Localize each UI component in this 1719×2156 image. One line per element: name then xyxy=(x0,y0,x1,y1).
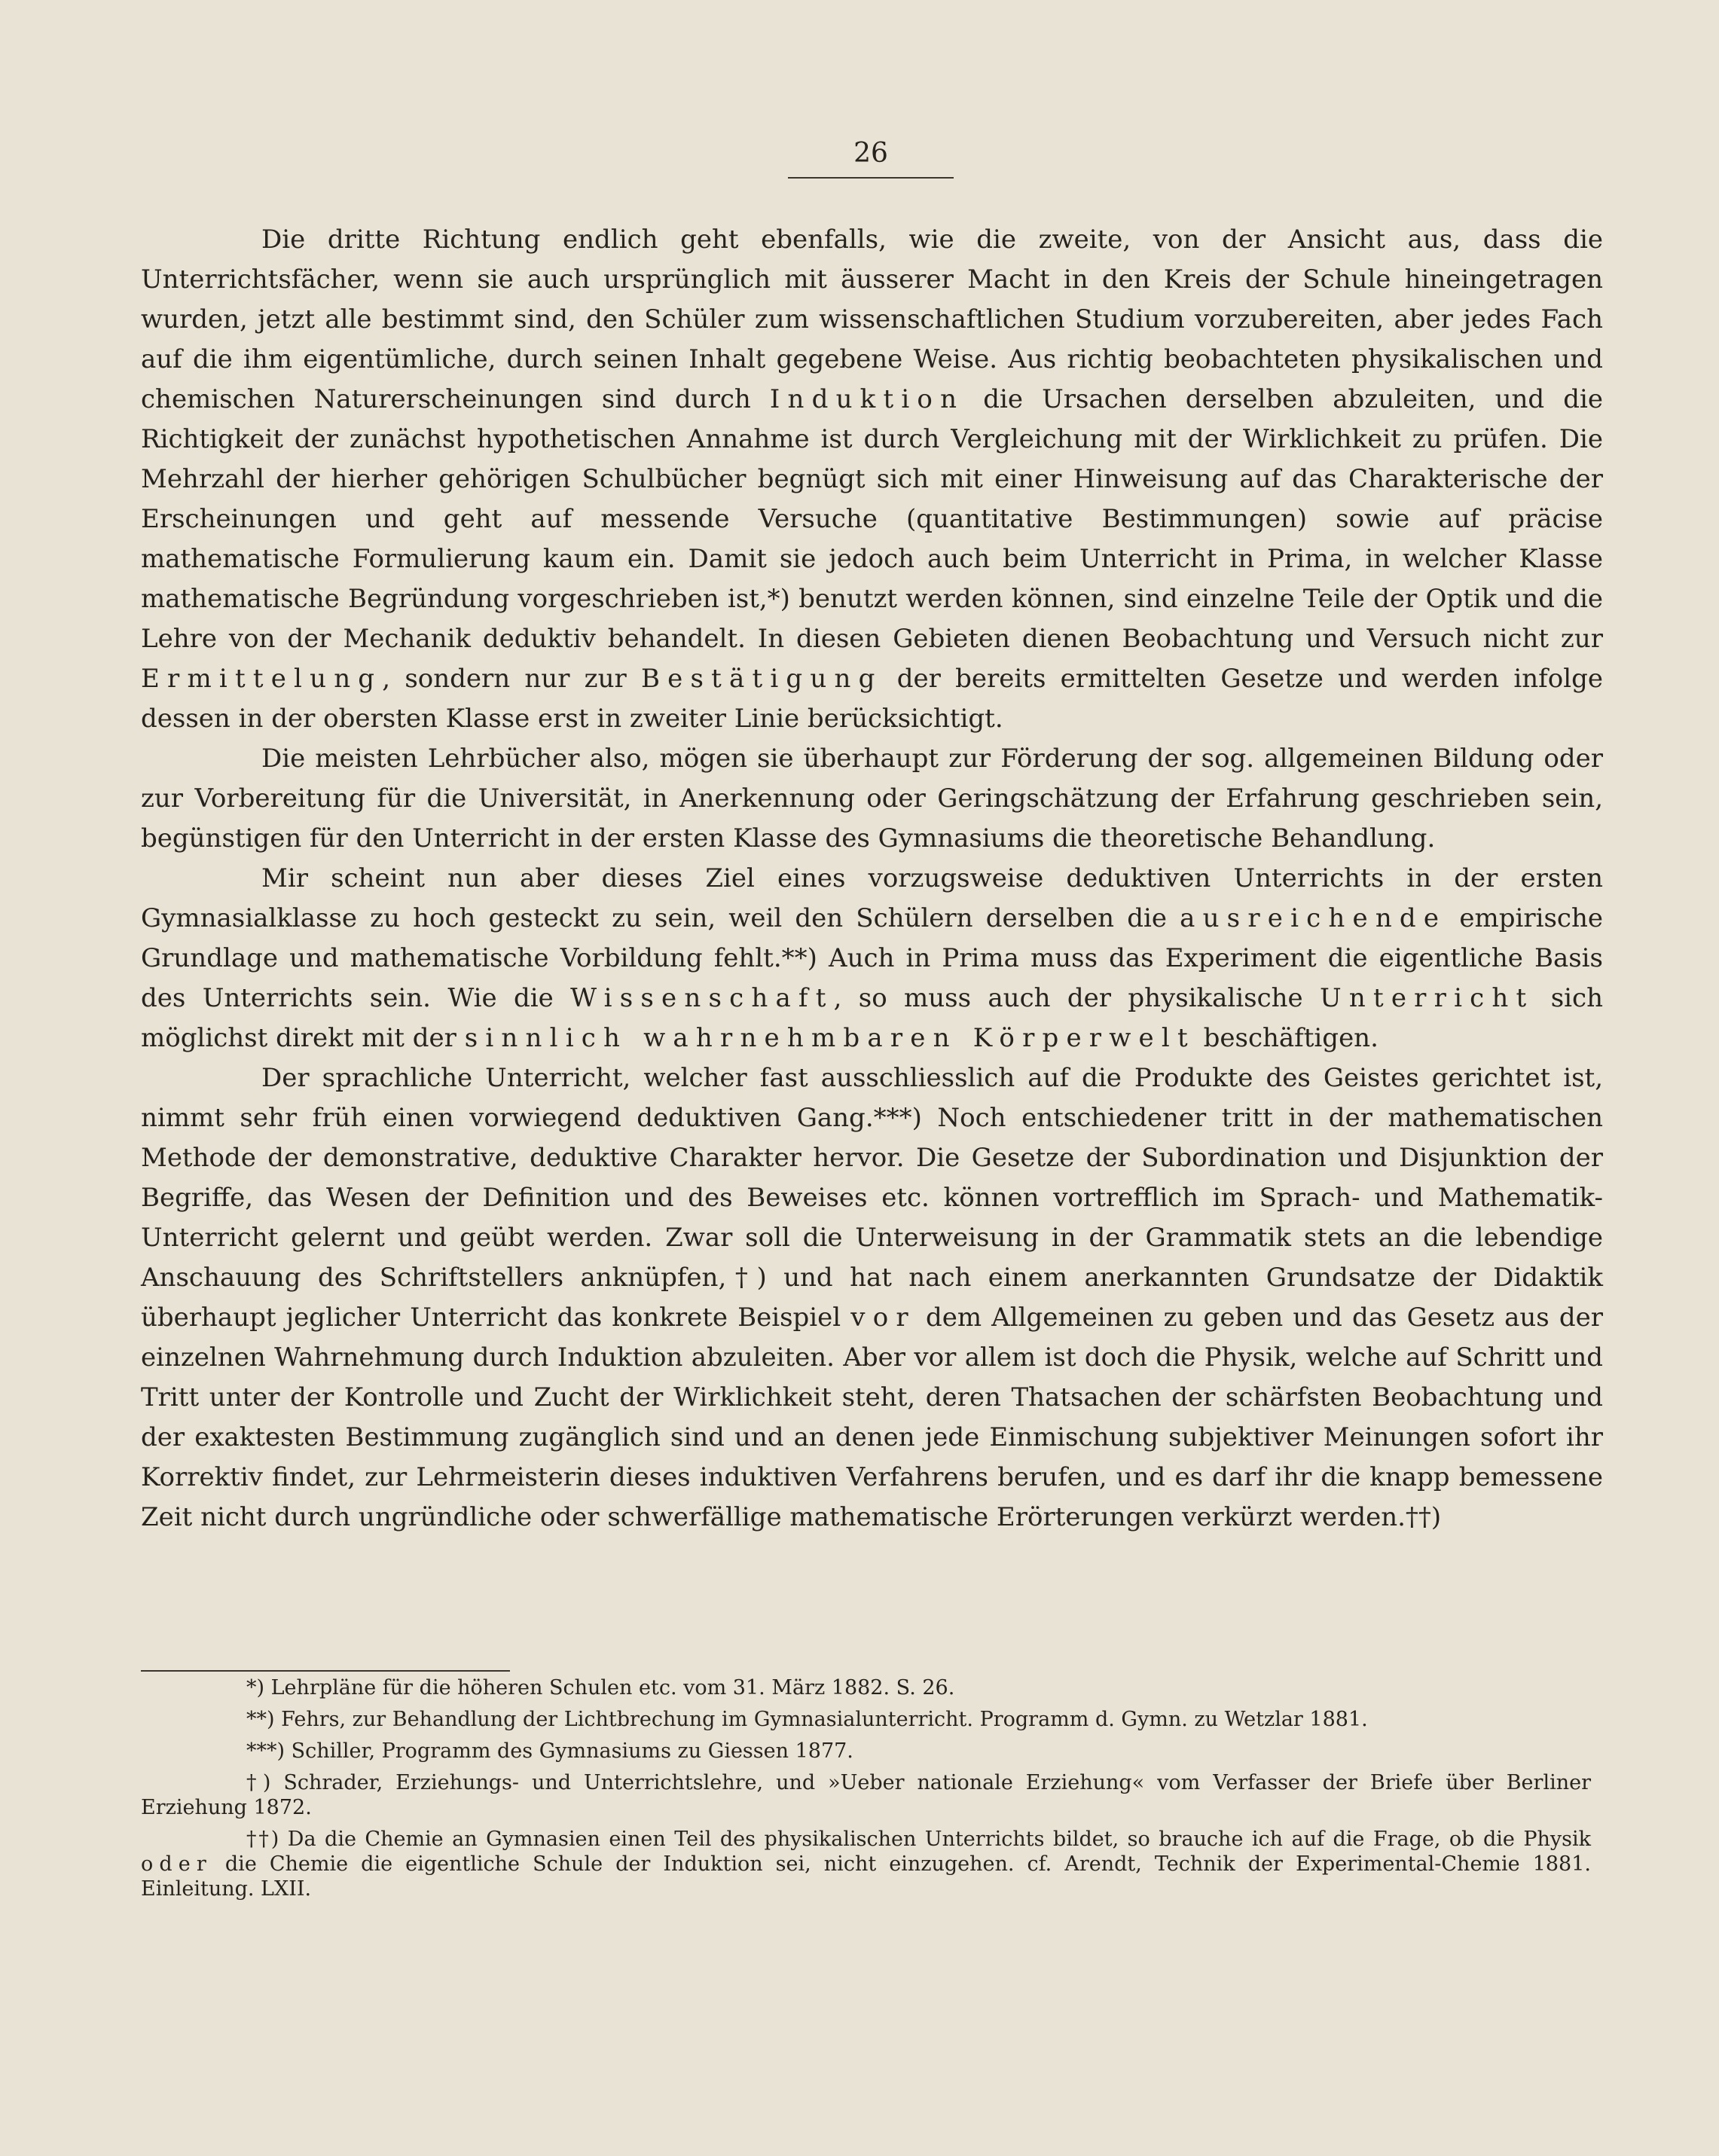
emphasis-bestaetigung: Bestätigung xyxy=(640,664,883,694)
text-run: sich möglichst direkt mit der xyxy=(141,983,1603,1053)
emphasis-induktion: Induktion xyxy=(769,384,965,414)
text-run: , sondern nur zur xyxy=(382,664,641,694)
paragraph-1 xyxy=(141,220,1603,739)
emphasis-wissenschaft: Wissenschaft xyxy=(570,983,834,1013)
emphasis-koerperwelt: sinnlich wahrnehmbaren Körperwelt xyxy=(464,1023,1195,1053)
emphasis-ermittelung: Ermittelung xyxy=(141,664,383,694)
footnote-text: die Chemie die eigentliche Schule der Induktion sei, nicht einzugehen. cf. Arendt, Technik der Experimental-Chemie 1881. Einleitung. LXII. xyxy=(141,1852,1591,1901)
text-run: Mir scheint nun aber dieses Ziel eines vorzugsweise deduktiven Unterrichts in der ersten Gymnasialklasse zu hoch gesteckt zu sein, weil den Schülern derselben die xyxy=(141,863,1603,933)
text-run: Der sprachliche Unterricht, welcher fast ausschliesslich auf die Produkte des Geistes gerichtet ist, nimmt sehr früh einen vorwiegend deduktiven Gang.***) Noch entschiedener tritt in der mathematischen Methode der demonstrative, deduktive Charakter hervor. Die Gesetze der Subordination und Disjunktion der Begriffe, das Wesen der Definition und des Beweises etc. können vortrefflich im Sprach- und Mathematik-Unterricht gelernt und geübt werden. Zwar soll die Unterweisung in der Grammatik stets an die lebendige Anschauung des Schriftstellers anknüpfen,†) und hat nach einem anerkannten Grundsatze der Didaktik überhaupt jeglicher Unterricht das konkrete Beispiel xyxy=(141,1063,1603,1333)
footnote-rule xyxy=(141,1670,510,1672)
footnote-text: **) Fehrs, zur Behandlung der Lichtbrechung im Gymnasialunterricht. Programm d. Gymn. zu Wetzlar 1881. xyxy=(246,1708,1368,1731)
text-run: beschäftigen. xyxy=(1195,1023,1379,1053)
footnote-text: †) Schrader, Erziehungs- und Unterrichtslehre, und »Ueber nationale Erziehung« vom Verfasser der Briefe über Berliner Erziehung 1872. xyxy=(141,1771,1591,1819)
text-run: der bereits ermittelten Gesetze und werden infolge dessen in der obersten Klasse erst in zweiter Linie berücksichtigt. xyxy=(141,664,1603,734)
text-run: Die meisten Lehrbücher also, mögen sie überhaupt zur Förderung der sog. allgemeinen Bildung oder zur Vorbereitung für die Universität, in Anerkennung oder Geringschätzung der Erfahrung geschrieben sein, begünstigen für den Unterricht in der ersten Klasse des Gymnasiums die theoretische Behandlung. xyxy=(141,744,1603,854)
paragraph-2 xyxy=(141,739,1603,859)
footnote-2 xyxy=(141,1707,1591,1732)
footnote-text: *) Lehrpläne für die höheren Schulen etc. vom 31. März 1882. S. 26. xyxy=(246,1676,955,1699)
page-number-rule xyxy=(788,177,954,179)
text-run: Die dritte Richtung endlich geht ebenfalls, wie die zweite, von der Ansicht aus, dass die Unterrichtsfächer, wenn sie auch ursprünglich mit äusserer Macht in den Kreis der Schule hineingetragen wurden, jetzt alle bestimmt sind, den Schüler zum wissenschaftlichen Studium vorzubereiten, aber jedes Fach auf die ihm eigentümliche, durch seinen Inhalt gegebene Weise. Aus richtig beobachteten physikalischen und chemischen Naturerscheinungen sind durch xyxy=(141,224,1603,414)
paragraph-4 xyxy=(141,1058,1603,1538)
footnote-text: ***) Schiller, Programm des Gymnasiums zu Giessen 1877. xyxy=(246,1739,853,1763)
footnote-5 xyxy=(141,1827,1591,1901)
footnotes xyxy=(141,1675,1591,1908)
emphasis-unterricht: Unterricht xyxy=(1320,983,1534,1013)
paragraph-3 xyxy=(141,859,1603,1058)
body-text xyxy=(141,220,1603,1538)
page-number: 26 xyxy=(853,138,888,169)
footnote-4 xyxy=(141,1770,1591,1820)
text-run: , so muss auch der physikalische xyxy=(833,983,1321,1013)
text-run: die Ursachen derselben abzuleiten, und die Richtigkeit der zunächst hypothetischen Annahme ist durch Vergleichung mit der Wirklichkeit zu prüfen. Die Mehrzahl der hierher gehörigen Schulbücher begnügt sich mit einer Hinweisung auf das Charakterische der Erscheinungen und geht auf messende Versuche (quantitative Bestimmungen) sowie auf präcise mathematische Formulierung kaum ein. Damit sie jedoch auch beim Unterricht in Prima, in welcher Klasse mathematische Begründung vorgeschrieben ist,*) benutzt werden können, sind einzelne Teile der Optik und die Lehre von der Mechanik deduktiv behandelt. In diesen Gebieten dienen Beobachtung und Versuch nicht zur xyxy=(141,384,1603,654)
text-run: empirische Grundlage und mathematische Vorbildung fehlt.**) Auch in Prima muss das Experiment die eigentliche Basis des Unterrichts sein. Wie die xyxy=(141,903,1603,1013)
emphasis-vor: vor xyxy=(850,1302,916,1333)
text-run: dem Allgemeinen zu geben und das Gesetz aus der einzelnen Wahrnehmung durch Induktion abzuleiten. Aber vor allem ist doch die Physik, welche auf Schritt und Tritt unter der Kontrolle und Zucht der Wirklichkeit steht, deren Thatsachen der schärfsten Beobachtung und der exaktesten Bestimmung zugänglich sind und an denen jede Einmischung subjektiver Meinungen sofort ihr Korrektiv findet, zur Lehrmeisterin dieses induktiven Verfahrens berufen, und es darf ihr die knapp bemessene Zeit nicht durch ungründliche oder schwerfällige mathematische Erörterungen verkürzt werden.††) xyxy=(141,1302,1604,1532)
footnote-3 xyxy=(141,1739,1591,1764)
footnote-1 xyxy=(141,1675,1591,1700)
footnote-text: ††) Da die Chemie an Gymnasien einen Teil des physikalischen Unterrichts bildet, so brauche ich auf die Frage, ob die Physik xyxy=(246,1828,1591,1851)
emphasis-ausreichende: ausreichende xyxy=(1180,903,1447,933)
emphasis-oder: oder xyxy=(141,1852,212,1876)
